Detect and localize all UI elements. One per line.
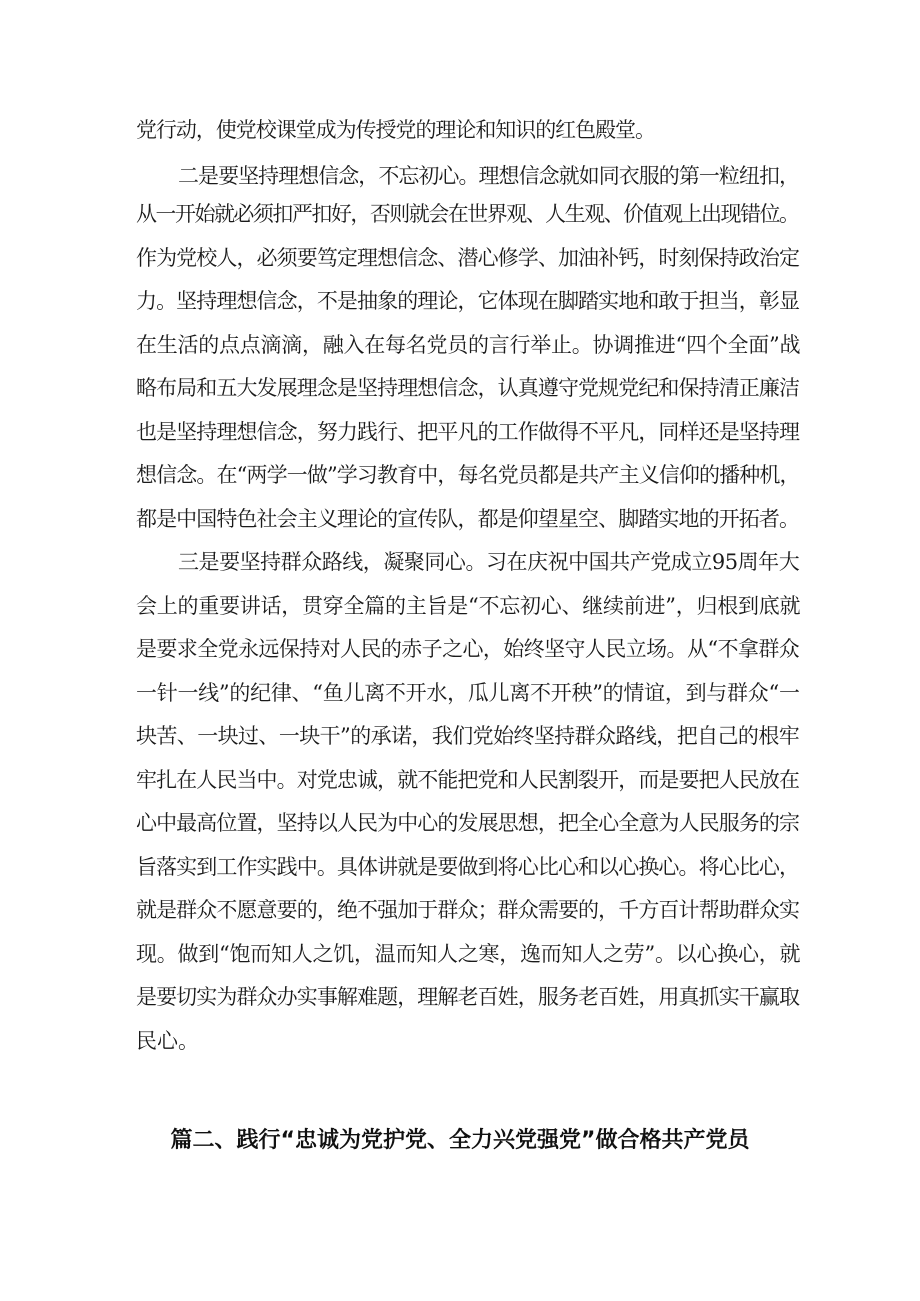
text-line: 是要切实为群众办实事解难题，理解老百姓，服务老百姓，用真抓实干赢取 bbox=[136, 985, 800, 1009]
text-line: 一针一线”的纪律、“鱼儿离不开水，瓜儿离不开秧”的情谊，到与群众“一 bbox=[136, 681, 800, 705]
text-line: 现。做到“饱而知人之饥，温而知人之寒，逸而知人之劳”。以心换心，就 bbox=[136, 942, 800, 966]
section-heading: 篇二、践行“忠诚为党护党、全力兴党强党”做合格共产党员 bbox=[170, 1128, 750, 1153]
text-line: 党行动，使党校课堂成为传授党的理论和知识的红色殿堂。 bbox=[136, 118, 655, 142]
text-line: 民心。 bbox=[136, 1029, 199, 1053]
text-line: 在生活的点点滴滴，融入在每名党员的言行举止。协调推进“四个全面”战 bbox=[136, 333, 800, 357]
text-line: 作为党校人，必须要笃定理想信念、潜心修学、加油补钙，时刻保持政治定 bbox=[136, 246, 800, 270]
text-line: 是要求全党永远保持对人民的赤子之心，始终坚守人民立场。从“不拿群众 bbox=[136, 637, 800, 661]
text-line: 从一开始就必须扣严扣好，否则就会在世界观、人生观、价值观上出现错位。 bbox=[136, 202, 799, 226]
text-line: 都是中国特色社会主义理论的宣传队，都是仰望星空、脚踏实地的开拓者。 bbox=[136, 507, 800, 531]
text-line: 也是坚持理想信念，努力践行、把平凡的工作做得不平凡，同样还是坚持理 bbox=[136, 420, 800, 444]
text-line: 二是要坚持理想信念，不忘初心。理想信念就如同衣服的第一粒纽扣， bbox=[178, 164, 800, 188]
text-line: 牢扎在人民当中。对党忠诚，就不能把党和人民割裂开，而是要把人民放在 bbox=[136, 768, 800, 792]
text-line: 三是要坚持群众路线，凝聚同心。习在庆祝中国共产党成立95周年大 bbox=[178, 550, 800, 574]
text-line: 力。坚持理想信念，不是抽象的理论，它体现在脚踏实地和敢于担当，彰显 bbox=[136, 289, 800, 313]
text-line: 块苦、一块过、一块干”的承诺，我们党始终坚持群众路线，把自己的根牢 bbox=[136, 724, 800, 748]
text-line: 会上的重要讲话，贯穿全篇的主旨是“不忘初心、继续前进”，归根到底就 bbox=[136, 594, 800, 618]
text-line: 心中最高位置，坚持以人民为中心的发展思想，把全心全意为人民服务的宗 bbox=[136, 811, 800, 835]
text-line: 略布局和五大发展理念是坚持理想信念，认真遵守党规党纪和保持清正廉洁 bbox=[136, 376, 800, 400]
text-line: 想信念。在“两学一做”学习教育中，每名党员都是共产主义信仰的播种机， bbox=[136, 463, 800, 487]
text-line: 就是群众不愿意要的，绝不强加于群众；群众需要的，千方百计帮助群众实 bbox=[136, 898, 800, 922]
text-line: 旨落实到工作实践中。具体讲就是要做到将心比心和以心换心。将心比心， bbox=[136, 855, 800, 879]
